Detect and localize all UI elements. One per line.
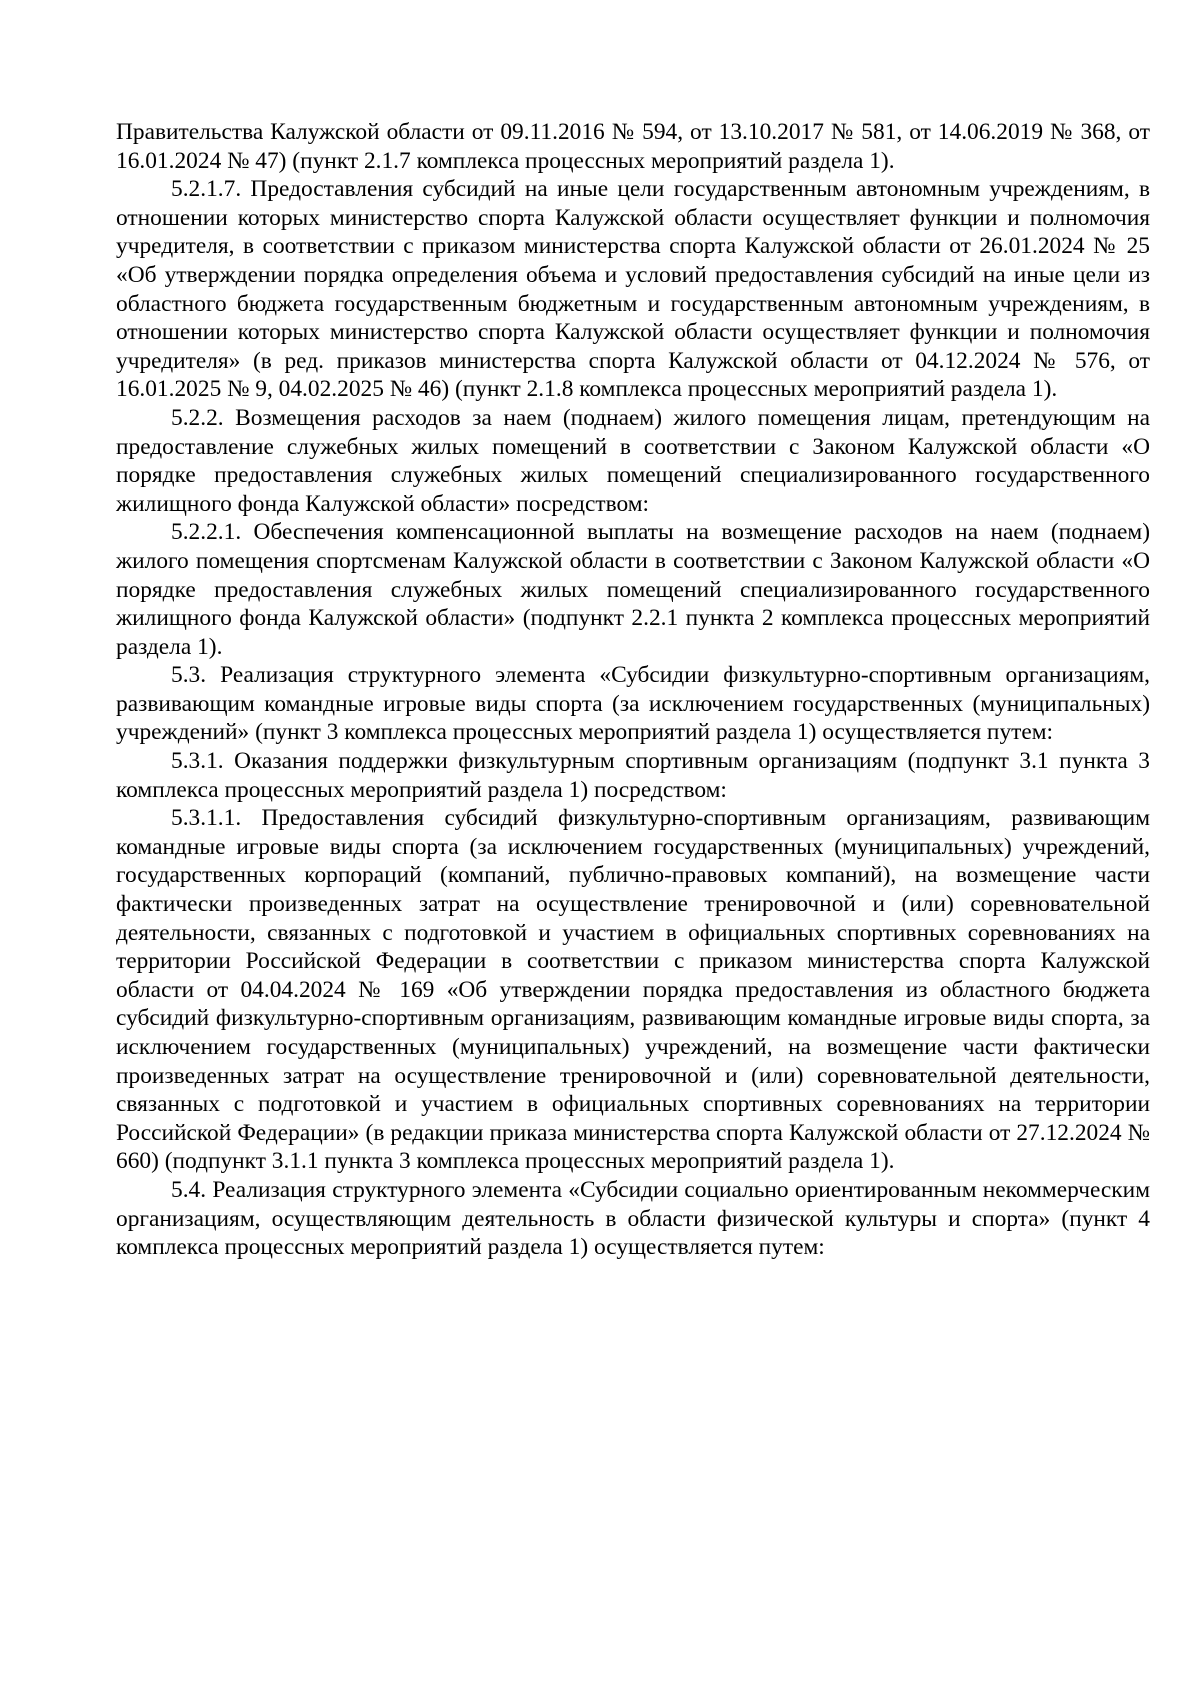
paragraph-5-2-2: 5.2.2. Возмещения расходов за наем (поднаем) жилого помещения лицам, претендующим на предоставление служебных жилых помещений в соответствии с Законом Калужской области «О порядке предоставления служебных жилых помещений специализированного государственного жилищного фонда Калужской области» посредством: [116,404,1150,517]
paragraph-5-2-1-7: 5.2.1.7. Предоставления субсидий на иные цели государственным автономным учреждениям, в отношении которых министерство спорта Калужской области осуществляет функции и полномочия учредителя, в соответствии с приказом министерства спорта Калужской области от 26.01.2024 № 25 «Об утверждении порядка определения объема и условий предоставления субсидий на иные цели из областного бюджета государственным бюджетным и государственным автономным учреждениям, в отношении которых министерство спорта Калужской области осуществляет функции и полномочия учредителя» (в ред. приказов министерства спорта Калужской области от 04.12.2024 № 576, от 16.01.2025 № 9, 04.02.2025 № 46) (пункт 2.1.8 комплекса процессных мероприятий раздела 1). [116,176,1150,403]
paragraph-5-3: 5.3. Реализация структурного элемента «Субсидии физкультурно-спортивным организациям, развивающим командные игровые виды спорта (за исключением государственных (муниципальных) учреждений» (пункт 3 комплекса процессных мероприятий раздела 1) осуществляется путем: [116,662,1150,746]
paragraph-5-2-2-1: 5.2.2.1. Обеспечения компенсационной выплаты на возмещение расходов на наем (поднаем) жилого помещения спортсменам Калужской области в соответствии с Законом Калужской области «О порядке предоставления служебных жилых помещений специализированного государственного жилищного фонда Калужской области» (подпункт 2.2.1 пункта 2 комплекса процессных мероприятий раздела 1). [116,519,1150,660]
paragraph-5-3-1-1: 5.3.1.1. Предоставления субсидий физкультурно-спортивным организациям, развивающим командные игровые виды спорта (за исключением государственных (муниципальных) учреждений, государственных корпораций (компаний, публично-правовых компаний), на возмещение части фактически произведенных затрат на осуществление тренировочной и (или) соревновательной деятельности, связанных с подготовкой и участием в официальных спортивных соревнованиях на территории Российской Федерации в соответствии с приказом министерства спорта Калужской области от 04.04.2024 № 169 «Об утверждении порядка предоставления из областного бюджета субсидий физкультурно-спортивным организациям, развивающим командные игровые виды спорта, за исключением государственных (муниципальных) учреждений, на возмещение части фактически произведенных затрат на осуществление тренировочной и (или) соревновательной деятельности, связанных с подготовкой и участием в официальных спортивных соревнованиях на территории Российской Федерации» (в редакции приказа министерства спорта Калужской области от 27.12.2024 № 660) (подпункт 3.1.1 пункта 3 комплекса процессных мероприятий раздела 1). [116,805,1150,1175]
paragraph-5-4: 5.4. Реализация структурного элемента «Субсидии социально ориентированным некоммерческим организациям, осуществляющим деятельность в области физической культуры и спорта» (пункт 4 комплекса процессных мероприятий раздела 1) осуществляется путем: [116,1176,1150,1261]
paragraph-continuation: Правительства Калужской области от 09.11.2016 № 594, от 13.10.2017 № 581, от 14.06.2019 № 368, от 16.01.2024 № 47) (пункт 2.1.7 комплекса процессных мероприятий раздела 1). [116,119,1150,174]
document-page [116,118,1150,1262]
paragraph-5-3-1: 5.3.1. Оказания поддержки физкультурным спортивным организациям (подпункт 3.1 пункта 3 комплекса процессных мероприятий раздела 1) посредством: [116,748,1150,803]
